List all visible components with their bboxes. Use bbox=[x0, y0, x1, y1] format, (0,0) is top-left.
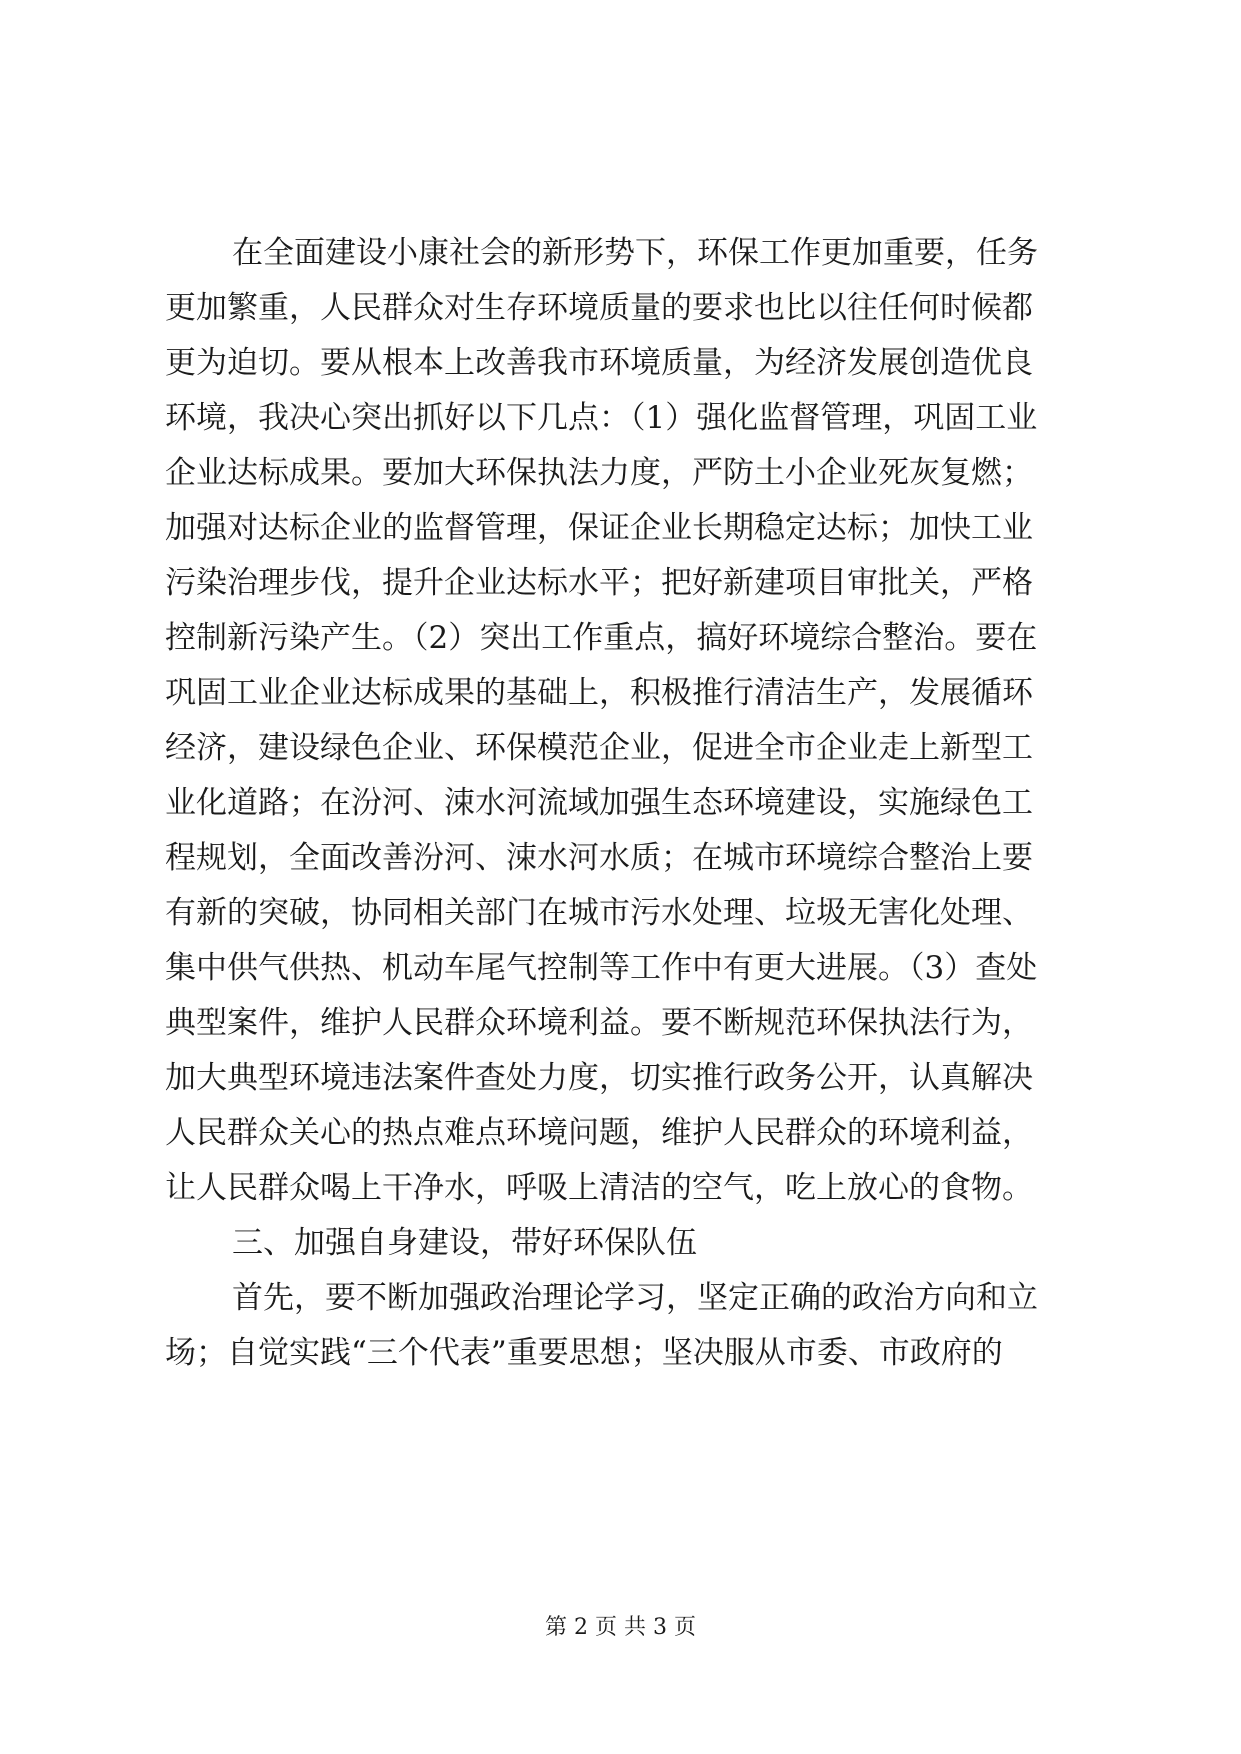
text-line: 加大典型环境违法案件查处力度，切实推行政务公开，认真解决 bbox=[165, 1060, 1033, 1096]
text-line: 让人民群众喝上干净水，呼吸上清洁的空气，吃上放心的食物。 bbox=[165, 1170, 1033, 1206]
text-line: 在全面建设小康社会的新形势下，环保工作更加重要，任务 bbox=[232, 235, 1038, 271]
page-number: 第 2 页 共 3 页 bbox=[545, 1615, 696, 1640]
text-line: 业化道路；在汾河、涑水河流域加强生态环境建设，实施绿色工 bbox=[165, 785, 1033, 821]
section-heading: 三、加强自身建设，带好环保队伍 bbox=[232, 1225, 697, 1261]
text-line: 经济，建设绿色企业、环保模范企业，促进全市企业走上新型工 bbox=[165, 730, 1033, 766]
text-line: 场；自觉实践“三个代表”重要思想；坚决服从市委、市政府的 bbox=[165, 1335, 1003, 1371]
text-line: 有新的突破，协同相关部门在城市污水处理、垃圾无害化处理、 bbox=[165, 895, 1033, 931]
text-line: 巩固工业企业达标成果的基础上，积极推行清洁生产，发展循环 bbox=[165, 675, 1033, 711]
text-line: 人民群众关心的热点难点环境问题，维护人民群众的环境利益， bbox=[165, 1115, 1033, 1151]
text-line: 典型案件，维护人民群众环境利益。要不断规范环保执法行为， bbox=[165, 1005, 1033, 1041]
text-line: 更加繁重，人民群众对生存环境质量的要求也比以往任何时候都 bbox=[165, 290, 1033, 326]
text-line: 企业达标成果。要加大环保执法力度，严防土小企业死灰复燃； bbox=[165, 455, 1033, 491]
text-line: 更为迫切。要从根本上改善我市环境质量，为经济发展创造优良 bbox=[165, 345, 1033, 381]
text-line: 程规划，全面改善汾河、涑水河水质；在城市环境综合整治上要 bbox=[165, 840, 1033, 876]
text-line: 环境，我决心突出抓好以下几点：（1）强化监督管理，巩固工业 bbox=[165, 400, 1038, 436]
text-line: 控制新污染产生。（2）突出工作重点，搞好环境综合整治。要在 bbox=[165, 620, 1038, 656]
page-footer bbox=[0, 1613, 1241, 1643]
text-line: 污染治理步伐，提升企业达标水平；把好新建项目审批关，严格 bbox=[165, 565, 1033, 601]
text-line: 首先，要不断加强政治理论学习，坚定正确的政治方向和立 bbox=[232, 1280, 1038, 1316]
text-line: 集中供气供热、机动车尾气控制等工作中有更大进展。（3）查处 bbox=[165, 950, 1038, 986]
text-line: 加强对达标企业的监督管理，保证企业长期稳定达标；加快工业 bbox=[165, 510, 1033, 546]
